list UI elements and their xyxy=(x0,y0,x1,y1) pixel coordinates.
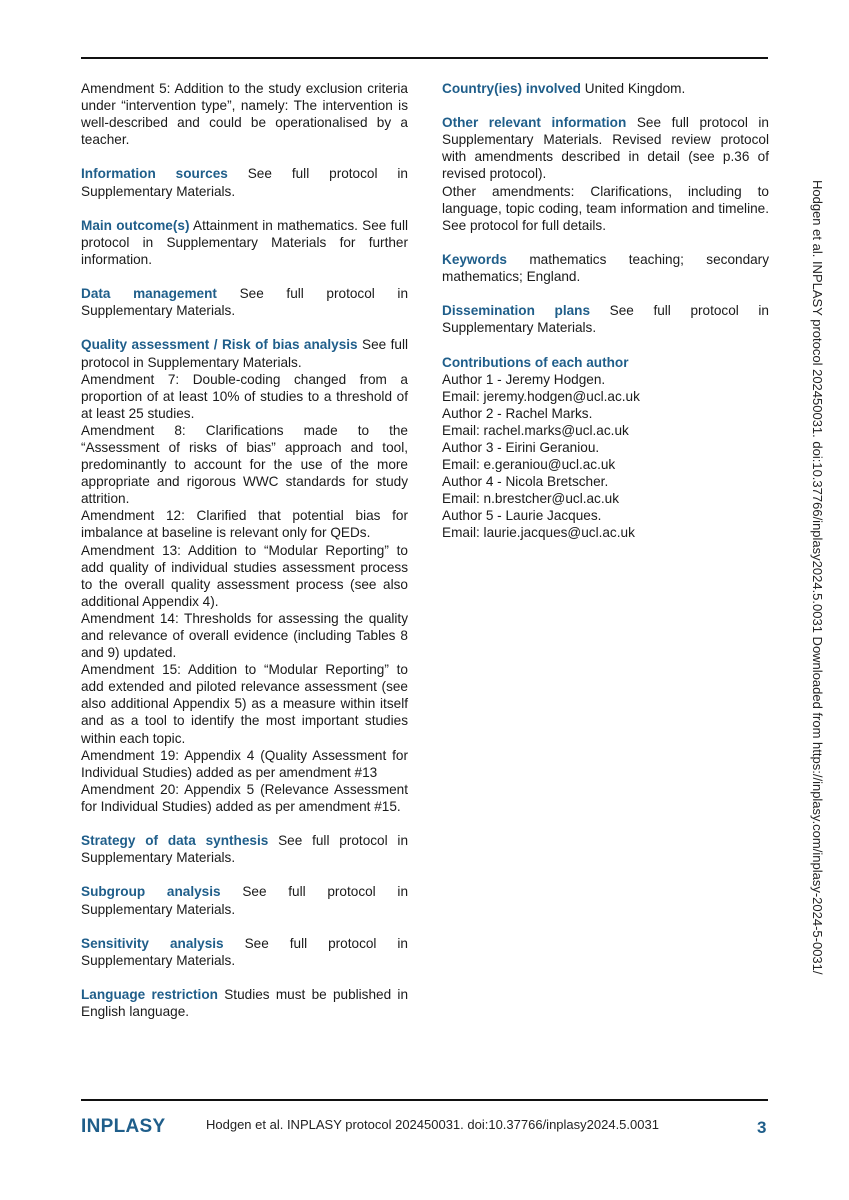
quality-assessment-heading: Quality assessment / Risk of bias analysis xyxy=(81,337,358,353)
data-management-section xyxy=(81,285,408,319)
author-line: Author 5 - Laurie Jacques. xyxy=(442,508,602,524)
quality-assessment-intro xyxy=(81,336,408,370)
keywords-text: mathematics teaching; secondary mathematics; England. xyxy=(442,251,770,285)
other-info-intro xyxy=(442,114,769,182)
contributions-section xyxy=(442,354,769,542)
other-info-section xyxy=(442,114,769,234)
keywords-section xyxy=(442,251,769,285)
side-download-note: Hodgen et al. INPLASY protocol 202450031. doi:10.37766/inplasy2024.5.0031 Downloaded from https://inplasy.com/inplasy-2024-5-0031/ xyxy=(810,180,825,975)
other-info-text: See full protocol in Supplementary Materials. Revised review protocol with amendments described in detail (see p.36 of revised protocol). xyxy=(442,115,769,182)
author-email: Email: n.brestcher@ucl.ac.uk xyxy=(442,491,619,507)
amendment-paragraph: Amendment 15: Addition to “Modular Reporting” to add extended and piloted relevance assessment (see also additional Appendix 5) as a measure within itself and as a tool to identify the most important studies within each topic. xyxy=(81,662,408,746)
author-email: Email: e.geraniou@ucl.ac.uk xyxy=(442,457,616,473)
countries-text: United Kingdom. xyxy=(584,81,686,96)
quality-assessment-section xyxy=(81,336,408,815)
top-rule xyxy=(81,57,768,59)
amendment-paragraph: Amendment 7: Double-coding changed from a proportion of at least 10% of studies to a threshold of at least 25 studies. xyxy=(81,371,408,421)
main-outcomes-heading: Main outcome(s) xyxy=(81,217,190,233)
other-info-heading: Other relevant information xyxy=(442,115,627,131)
dissemination-section xyxy=(442,302,769,336)
main-outcomes-section xyxy=(81,217,408,268)
language-restriction-section xyxy=(81,986,408,1020)
language-restriction-text: Studies must be published in English language. xyxy=(81,986,409,1020)
amendment-paragraph: Amendment 20: Appendix 5 (Relevance Assessment for Individual Studies) added as per amendment #15. xyxy=(81,781,408,814)
strategy-synthesis-text: See full protocol in Supplementary Materials. xyxy=(81,833,409,866)
data-management-text: See full protocol in Supplementary Materials. xyxy=(81,286,408,319)
main-outcomes-text: Attainment in mathematics. See full protocol in Supplementary Materials for further information. xyxy=(81,217,408,267)
footer-citation: Hodgen et al. INPLASY protocol 202450031. doi:10.37766/inplasy2024.5.0031 xyxy=(206,1117,659,1132)
amendment-5-text: Amendment 5: Addition to the study exclusion criteria under “intervention type”, namely: The intervention is well-described and could be operationalised by a teacher. xyxy=(81,81,408,148)
information-sources-text: See full protocol in Supplementary Materials. xyxy=(81,166,408,199)
right-column xyxy=(442,80,769,559)
amendment-paragraph: Amendment 12: Clarified that potential bias for imbalance at baseline is relevant only for QEDs. xyxy=(81,508,408,541)
subgroup-analysis-text: See full protocol in Supplementary Materials. xyxy=(81,884,408,917)
author-email: Email: rachel.marks@ucl.ac.uk xyxy=(442,422,629,438)
amendment-paragraph: Amendment 14: Thresholds for assessing the quality and relevance of overall evidence (including Tables 8 and 9) updated. xyxy=(81,610,408,661)
sensitivity-analysis-heading: Sensitivity analysis xyxy=(81,935,224,951)
left-column xyxy=(81,80,408,1037)
amendment-paragraph: Amendment 13: Addition to “Modular Reporting” to add quality of individual studies assessment process to the overall quality assessment process (see also additional Appendix 4). xyxy=(81,542,408,609)
page-number: 3 xyxy=(757,1118,767,1137)
bottom-rule xyxy=(81,1099,768,1101)
author-line: Author 2 - Rachel Marks. xyxy=(442,405,593,421)
other-amendments-text: Other amendments: Clarifications, including to language, topic coding, team information and timeline. See protocol for full details. xyxy=(442,183,769,233)
dissemination-text: See full protocol in Supplementary Materials. xyxy=(442,303,769,336)
countries-heading: Country(ies) involved xyxy=(442,81,581,96)
information-sources-heading: Information sources xyxy=(81,166,228,182)
data-management-heading: Data management xyxy=(81,286,217,302)
author-line: Author 1 - Jeremy Hodgen. xyxy=(442,371,606,387)
sensitivity-analysis-section xyxy=(81,935,408,969)
author-email: Email: jeremy.hodgen@ucl.ac.uk xyxy=(442,388,640,404)
subgroup-analysis-section xyxy=(81,883,408,917)
subgroup-analysis-heading: Subgroup analysis xyxy=(81,884,221,900)
strategy-synthesis-heading: Strategy of data synthesis xyxy=(81,833,269,849)
amendment-5 xyxy=(81,80,408,148)
author-line: Author 3 - Eirini Geraniou. xyxy=(442,439,600,455)
footer-brand-logo: INPLASY xyxy=(81,1116,166,1137)
quality-assessment-text: See full protocol in Supplementary Materials. xyxy=(81,337,408,370)
amendment-paragraph: Amendment 8: Clarifications made to the “Assessment of risks of bias” approach and tool, predominantly to account for the use of the more appropriate and rigorous WWC standards for study attrition. xyxy=(81,422,408,507)
contributions-heading: Contributions of each author xyxy=(442,354,629,370)
strategy-synthesis-section xyxy=(81,832,408,866)
countries-section xyxy=(442,80,769,97)
author-email: Email: laurie.jacques@ucl.ac.uk xyxy=(442,525,635,541)
language-restriction-heading: Language restriction xyxy=(81,986,218,1002)
sensitivity-analysis-text: See full protocol in Supplementary Materials. xyxy=(81,935,408,968)
amendment-paragraph: Amendment 19: Appendix 4 (Quality Assessment for Individual Studies) added as per amendment #13 xyxy=(81,747,408,780)
dissemination-heading: Dissemination plans xyxy=(442,303,591,319)
information-sources-section xyxy=(81,165,408,199)
author-line: Author 4 - Nicola Bretscher. xyxy=(442,474,609,490)
keywords-heading: Keywords xyxy=(442,251,507,267)
